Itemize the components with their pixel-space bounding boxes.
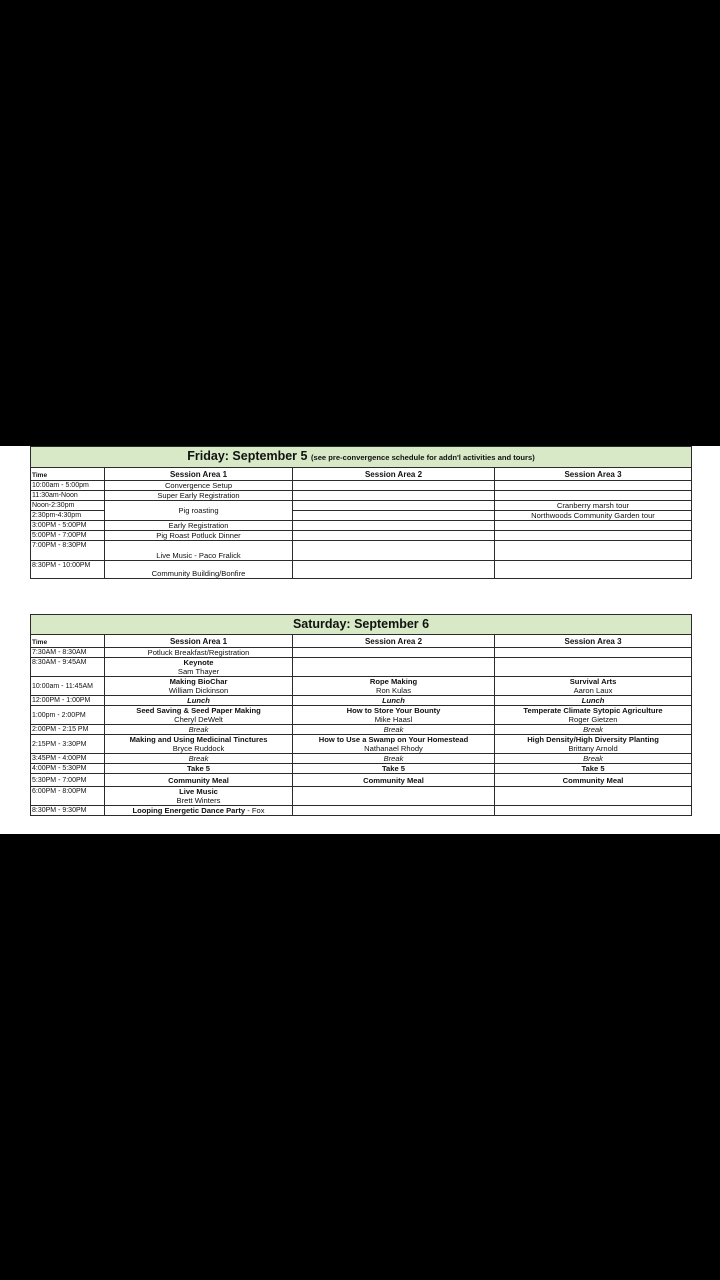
friday-note: (see pre-convergence schedule for addn'l activities and tours) <box>310 453 535 462</box>
table-row: 7:30AM - 8:30AM Potluck Breakfast/Registration <box>31 648 692 658</box>
table-row: 10:00am - 11:45AM Making BioChar William Dickinson Rope Making Ron Kulas Survival Arts Aaron Laux <box>31 677 692 696</box>
table-row: 11:30am-Noon Super Early Registration <box>31 491 692 501</box>
table-row: 12:00PM - 1:00PM Lunch Lunch Lunch <box>31 696 692 706</box>
session-area-1-header: Session Area 1 <box>105 635 293 648</box>
table-row: 10:00am - 5:00pm Convergence Setup <box>31 481 692 491</box>
table-row: 2:30pm-4:30pm Northwoods Community Garden tour <box>31 511 692 521</box>
session-area-1-header: Session Area 1 <box>105 468 293 481</box>
table-row: 8:30PM - 9:30PM Looping Energetic Dance Party - Fox <box>31 806 692 816</box>
saturday-title: Saturday: September 6 <box>31 615 692 635</box>
table-row: 5:00PM - 7:00PM Pig Roast Potluck Dinner <box>31 531 692 541</box>
table-row: 3:45PM - 4:00PM Break Break Break <box>31 754 692 764</box>
schedule-document <box>0 446 720 834</box>
table-row: 7:00PM - 8:30PM Live Music - Paco Fralick <box>31 541 692 561</box>
session-area-3-header: Session Area 3 <box>495 635 692 648</box>
saturday-schedule-table <box>30 614 692 816</box>
session-area-2-header: Session Area 2 <box>293 635 495 648</box>
session-area-2-header: Session Area 2 <box>293 468 495 481</box>
table-row: 2:15PM - 3:30PM Making and Using Medicinal Tinctures Bryce Ruddock How to Use a Swamp on Your Homestead Nathanael Rhody High Density/High Diversity Planting Brittany Arnold <box>31 735 692 754</box>
friday-schedule-table <box>30 446 692 579</box>
friday-title: Friday: September 5 (see pre-convergence schedule for addn'l activities and tours) <box>31 447 692 468</box>
table-row: Noon-2:30pm Pig roasting Cranberry marsh tour <box>31 501 692 511</box>
table-row: 6:00PM - 8:00PM Live Music Brett Winters <box>31 787 692 806</box>
table-row: 1:00pm - 2:00PM Seed Saving & Seed Paper Making Cheryl DeWelt How to Store Your Bounty Mike Haasl Temperate Climate Sytopic Agriculture Roger Gietzen <box>31 706 692 725</box>
table-row: 3:00PM - 5:00PM Early Registration <box>31 521 692 531</box>
table-row: 8:30AM - 9:45AM Keynote Sam Thayer <box>31 658 692 677</box>
time-header: Time <box>31 635 105 648</box>
session-area-3-header: Session Area 3 <box>495 468 692 481</box>
table-row: 4:00PM - 5:30PM Take 5 Take 5 Take 5 <box>31 764 692 774</box>
table-row: 2:00PM - 2:15 PM Break Break Break <box>31 725 692 735</box>
time-header: Time <box>31 468 105 481</box>
table-row: 5:30PM - 7:00PM Community Meal Community Meal Community Meal <box>31 774 692 787</box>
table-row: 8:30PM - 10:00PM Community Building/Bonfire <box>31 561 692 579</box>
